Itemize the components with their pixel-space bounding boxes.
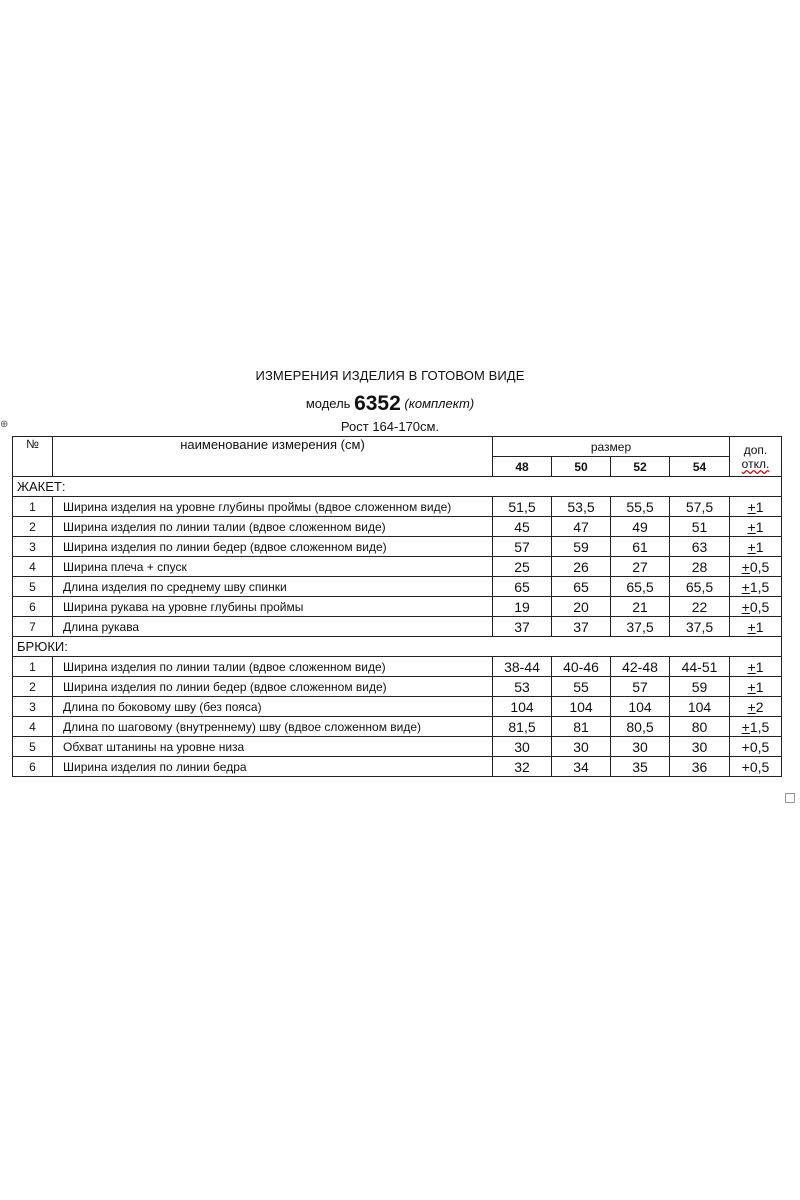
model-prefix: модель <box>305 396 351 411</box>
measurement-name: Обхват штанины на уровне низа <box>53 737 493 757</box>
size-value: 30 <box>670 737 730 757</box>
size-value: 26 <box>552 557 611 577</box>
size-value: 28 <box>670 557 730 577</box>
section-row <box>13 637 782 657</box>
size-value: 45 <box>493 517 552 537</box>
tolerance-value <box>730 757 782 777</box>
table-row <box>13 537 782 557</box>
tolerance-sign: + <box>741 598 750 615</box>
size-value: 38-44 <box>493 657 552 677</box>
tolerance-amount: 1 <box>755 618 764 635</box>
row-number: 7 <box>13 617 53 637</box>
tolerance-sign: + <box>741 578 750 595</box>
row-number: 2 <box>13 517 53 537</box>
header-size-48: 48 <box>493 457 552 477</box>
size-value: 51 <box>670 517 730 537</box>
tolerance-value <box>730 517 782 537</box>
size-value: 81,5 <box>493 717 552 737</box>
measurement-name: Длина изделия по среднему шву спинки <box>53 577 493 597</box>
size-value: 40-46 <box>552 657 611 677</box>
row-number: 6 <box>13 597 53 617</box>
tolerance-value <box>730 577 782 597</box>
size-value: 53 <box>493 677 552 697</box>
row-number: 3 <box>13 537 53 557</box>
section-title: БРЮКИ: <box>13 637 782 657</box>
table-row <box>13 717 782 737</box>
tolerance-value <box>730 697 782 717</box>
model-kit: (комплект) <box>404 396 475 411</box>
measurement-name: Ширина изделия по линии бедра <box>53 757 493 777</box>
tolerance-amount: 2 <box>755 698 764 715</box>
row-number: 4 <box>13 717 53 737</box>
header-size-54: 54 <box>670 457 730 477</box>
row-number: 2 <box>13 677 53 697</box>
table-row <box>13 497 782 517</box>
measurement-name: Ширина изделия по линии бедер (вдвое сложенном виде) <box>53 537 493 557</box>
row-number: 1 <box>13 657 53 677</box>
size-value: 55,5 <box>611 497 670 517</box>
header-tolerance <box>730 437 782 477</box>
tolerance-sign: + <box>741 558 750 575</box>
tolerance-value <box>730 677 782 697</box>
tolerance-sign: + <box>741 718 750 735</box>
size-value: 65 <box>493 577 552 597</box>
table-row <box>13 737 782 757</box>
measurements-table <box>12 436 782 777</box>
size-value: 21 <box>611 597 670 617</box>
tolerance-value <box>730 597 782 617</box>
table-row <box>13 697 782 717</box>
size-value: 42-48 <box>611 657 670 677</box>
size-value: 51,5 <box>493 497 552 517</box>
size-value: 47 <box>552 517 611 537</box>
size-value: 36 <box>670 757 730 777</box>
size-value: 44-51 <box>670 657 730 677</box>
measurement-name: Длина по шаговому (внутреннему) шву (вдвое сложенном виде) <box>53 717 493 737</box>
size-value: 30 <box>552 737 611 757</box>
row-number: 5 <box>13 737 53 757</box>
tolerance-value <box>730 557 782 577</box>
table-row <box>13 557 782 577</box>
section-title: ЖАКЕТ: <box>13 477 782 497</box>
header-tolerance-line2: откл. <box>741 456 770 471</box>
height-range: Рост 164-170см. <box>340 419 440 434</box>
measurement-name: Ширина изделия по линии талии (вдвое сложенном виде) <box>53 517 493 537</box>
size-value: 20 <box>552 597 611 617</box>
size-value: 30 <box>493 737 552 757</box>
size-value: 37,5 <box>670 617 730 637</box>
size-value: 35 <box>611 757 670 777</box>
header-row-top <box>13 437 782 457</box>
model-number: 6352 <box>354 392 401 415</box>
table-row <box>13 757 782 777</box>
size-value: 104 <box>493 697 552 717</box>
tolerance-sign: + <box>747 618 756 635</box>
size-value: 37 <box>552 617 611 637</box>
size-value: 37 <box>493 617 552 637</box>
table-row <box>13 677 782 697</box>
size-value: 49 <box>611 517 670 537</box>
tolerance-amount: 1,5 <box>749 578 770 595</box>
tolerance-value <box>730 737 782 757</box>
row-number: 6 <box>13 757 53 777</box>
size-value: 53,5 <box>552 497 611 517</box>
size-value: 104 <box>611 697 670 717</box>
size-value: 34 <box>552 757 611 777</box>
measurement-name: Длина по боковому шву (без пояса) <box>53 697 493 717</box>
size-value: 22 <box>670 597 730 617</box>
size-value: 32 <box>493 757 552 777</box>
size-value: 37,5 <box>611 617 670 637</box>
tolerance-amount: 1 <box>755 658 764 675</box>
table-resize-handle[interactable] <box>785 793 795 803</box>
table-row <box>13 657 782 677</box>
tolerance-amount: 1 <box>755 678 764 695</box>
tolerance-amount: 0,5 <box>749 598 770 615</box>
tolerance-value <box>730 657 782 677</box>
section-row <box>13 477 782 497</box>
measurement-name: Ширина изделия на уровне глубины проймы (вдвое сложенном виде) <box>53 497 493 517</box>
tolerance-amount: 1,5 <box>749 718 770 735</box>
size-value: 80,5 <box>611 717 670 737</box>
measurement-name: Ширина рукава на уровне глубины проймы <box>53 597 493 617</box>
measurement-name: Длина рукава <box>53 617 493 637</box>
tolerance-amount: 1 <box>755 538 764 555</box>
tolerance-sign: + <box>747 698 756 715</box>
header-no: № <box>13 437 53 477</box>
size-value: 104 <box>670 697 730 717</box>
size-value: 59 <box>552 537 611 557</box>
size-value: 30 <box>611 737 670 757</box>
size-value: 63 <box>670 537 730 557</box>
row-number: 5 <box>13 577 53 597</box>
size-value: 81 <box>552 717 611 737</box>
size-value: 65,5 <box>670 577 730 597</box>
size-value: 19 <box>493 597 552 617</box>
size-value: 57 <box>611 677 670 697</box>
header-tolerance-line1: доп. <box>743 442 768 457</box>
measurement-name: Ширина плеча + спуск <box>53 557 493 577</box>
tolerance-value <box>730 617 782 637</box>
header-size-50: 50 <box>552 457 611 477</box>
tolerance-amount: +0,5 <box>741 758 770 775</box>
row-number: 1 <box>13 497 53 517</box>
tolerance-sign: + <box>747 498 756 515</box>
size-value: 57 <box>493 537 552 557</box>
header-size-52: 52 <box>611 457 670 477</box>
table-row <box>13 517 782 537</box>
size-value: 61 <box>611 537 670 557</box>
document-title: ИЗМЕРЕНИЯ ИЗДЕЛИЯ В ГОТОВОМ ВИДЕ <box>255 368 525 383</box>
table-move-handle-icon[interactable]: ⊕ <box>0 419 9 430</box>
size-value: 57,5 <box>670 497 730 517</box>
tolerance-amount: +0,5 <box>741 738 770 755</box>
row-number: 3 <box>13 697 53 717</box>
size-value: 65,5 <box>611 577 670 597</box>
tolerance-value <box>730 497 782 517</box>
header-name: наименование измерения (см) <box>53 437 493 477</box>
row-number: 4 <box>13 557 53 577</box>
tolerance-sign: + <box>747 658 756 675</box>
header-size: размер <box>493 437 730 457</box>
tolerance-value <box>730 717 782 737</box>
table-row <box>13 577 782 597</box>
size-value: 65 <box>552 577 611 597</box>
tolerance-amount: 1 <box>755 518 764 535</box>
model-line <box>0 392 780 416</box>
tolerance-sign: + <box>747 678 756 695</box>
size-value: 80 <box>670 717 730 737</box>
tolerance-value <box>730 537 782 557</box>
size-value: 55 <box>552 677 611 697</box>
tolerance-amount: 1 <box>755 498 764 515</box>
measurement-name: Ширина изделия по линии бедер (вдвое сложенном виде) <box>53 677 493 697</box>
size-value: 104 <box>552 697 611 717</box>
table-row <box>13 617 782 637</box>
tolerance-amount: 0,5 <box>749 558 770 575</box>
size-value: 27 <box>611 557 670 577</box>
measurement-name: Ширина изделия по линии талии (вдвое сложенном виде) <box>53 657 493 677</box>
table-row <box>13 597 782 617</box>
size-value: 59 <box>670 677 730 697</box>
size-value: 25 <box>493 557 552 577</box>
tolerance-sign: + <box>747 518 756 535</box>
tolerance-sign: + <box>747 538 756 555</box>
